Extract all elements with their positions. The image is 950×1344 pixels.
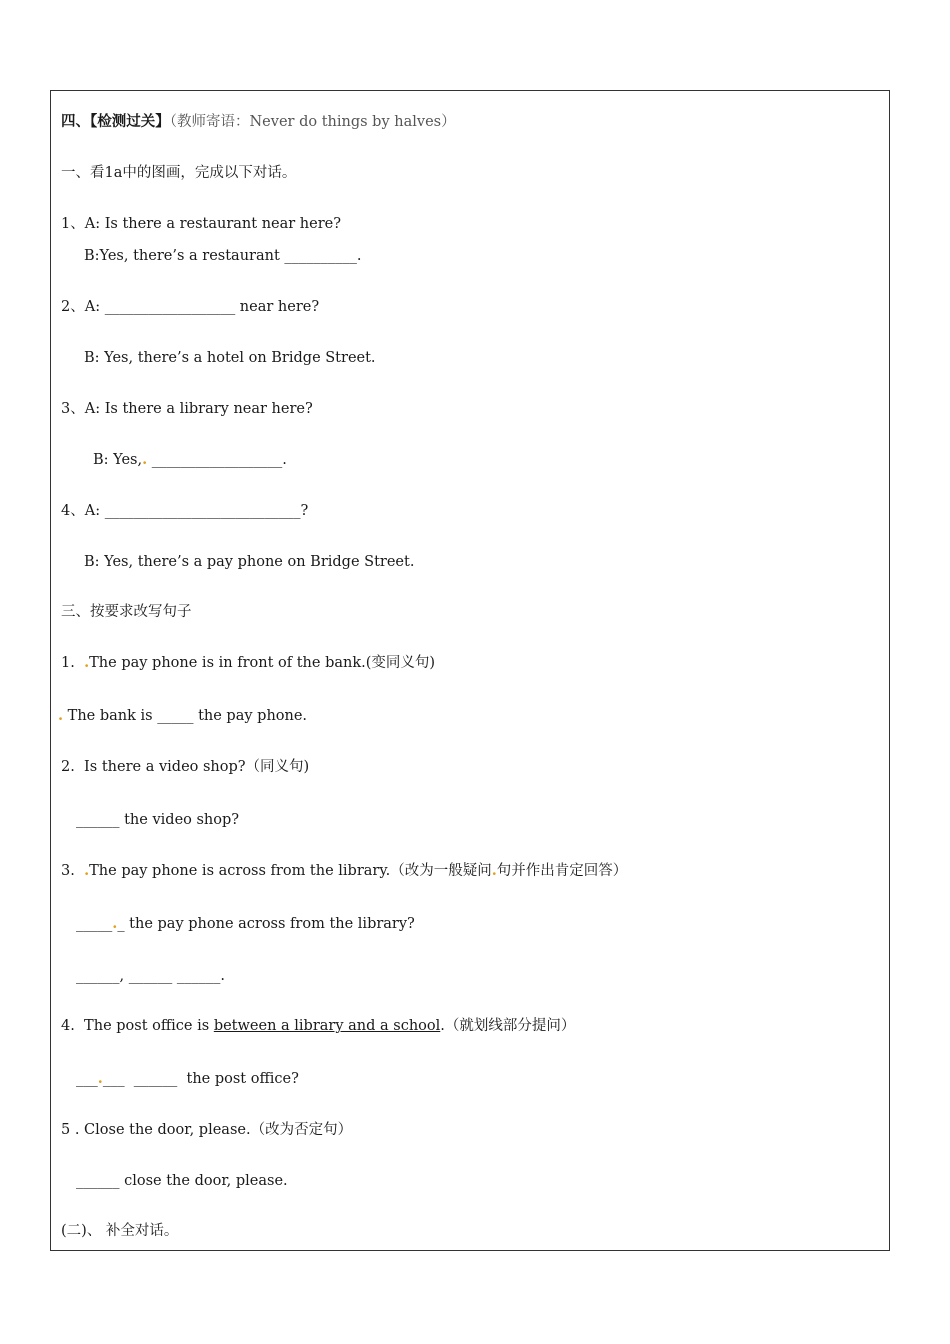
s3-text-b: 句并作出肯定回答）	[496, 863, 628, 879]
s4-blank-a: ___	[76, 1071, 98, 1087]
q1-answer: B:Yes, there’s a restaurant __________.	[84, 248, 362, 264]
q3-question: 3、A: Is there a library near here?	[61, 401, 313, 417]
q2-answer: B: Yes, there’s a hotel on Bridge Street.	[84, 350, 376, 366]
q4-answer: B: Yes, there’s a pay phone on Bridge Street.	[84, 554, 415, 570]
s4-answer	[76, 1070, 299, 1088]
mark-dot: .	[84, 654, 90, 671]
mark-dot: .	[84, 862, 90, 879]
mark-dot: .	[142, 451, 148, 468]
q3-answer-start: B: Yes,	[93, 452, 143, 468]
section-number: 四、	[61, 113, 90, 130]
teacher-motto: （教师寄语：Never do things by halves）	[169, 114, 456, 130]
section-header	[61, 113, 456, 131]
mark-dot: .	[491, 862, 497, 879]
mark-dot: .	[58, 707, 64, 724]
s5-sentence: 5 . Close the door, please.（改为否定句）	[61, 1122, 353, 1138]
part3-heading: 三、按要求改写句子	[61, 604, 192, 620]
q2-question: 2、A: __________________ near here?	[61, 299, 320, 315]
s4-text-start: 4. The post office is	[61, 1018, 214, 1034]
part1-heading: 一、看1a中的图画，完成以下对话。	[61, 165, 297, 181]
part2-heading: (二)、 补全对话。	[61, 1223, 179, 1239]
s1-number: 1.	[61, 655, 85, 671]
s4-text-end: .（就划线部分提问）	[440, 1018, 576, 1034]
s1-sentence	[61, 654, 435, 672]
s1-answer-text: The bank is _____ the pay phone.	[63, 708, 308, 724]
s3-sentence	[61, 862, 627, 880]
s5-answer: ______ close the door, please.	[76, 1173, 288, 1189]
s3-answer-question	[76, 915, 415, 933]
s3-blank-b: _ the pay phone across from the library?	[117, 916, 415, 932]
q3-answer-blank: __________________.	[147, 452, 287, 468]
s4-sentence	[61, 1017, 575, 1035]
s2-sentence: 2. Is there a video shop?（同义句)	[61, 759, 310, 775]
mark-dot: .	[112, 915, 118, 932]
s4-blank-b: ___ ______ the post office?	[102, 1071, 299, 1087]
s2-answer: ______ the video shop?	[76, 812, 240, 828]
s4-underlined-phrase: between a library and a school	[213, 1018, 441, 1034]
section-title: 【检测过关】	[90, 113, 170, 130]
q3-answer	[93, 451, 287, 469]
s3-blank-a: _____	[76, 916, 113, 932]
s3-answer-reply: ______, ______ ______.	[76, 968, 225, 984]
mark-dot: .	[97, 1070, 103, 1087]
q1-question: 1、A: Is there a restaurant near here?	[61, 216, 342, 232]
s3-text-a: The pay phone is across from the library.（改为一般疑问	[89, 863, 492, 879]
s1-answer	[58, 707, 307, 725]
q4-question: 4、A: ___________________________?	[61, 503, 309, 519]
s3-number: 3.	[61, 863, 85, 879]
s1-text: The pay phone is in front of the bank.(变同义句)	[89, 655, 436, 671]
